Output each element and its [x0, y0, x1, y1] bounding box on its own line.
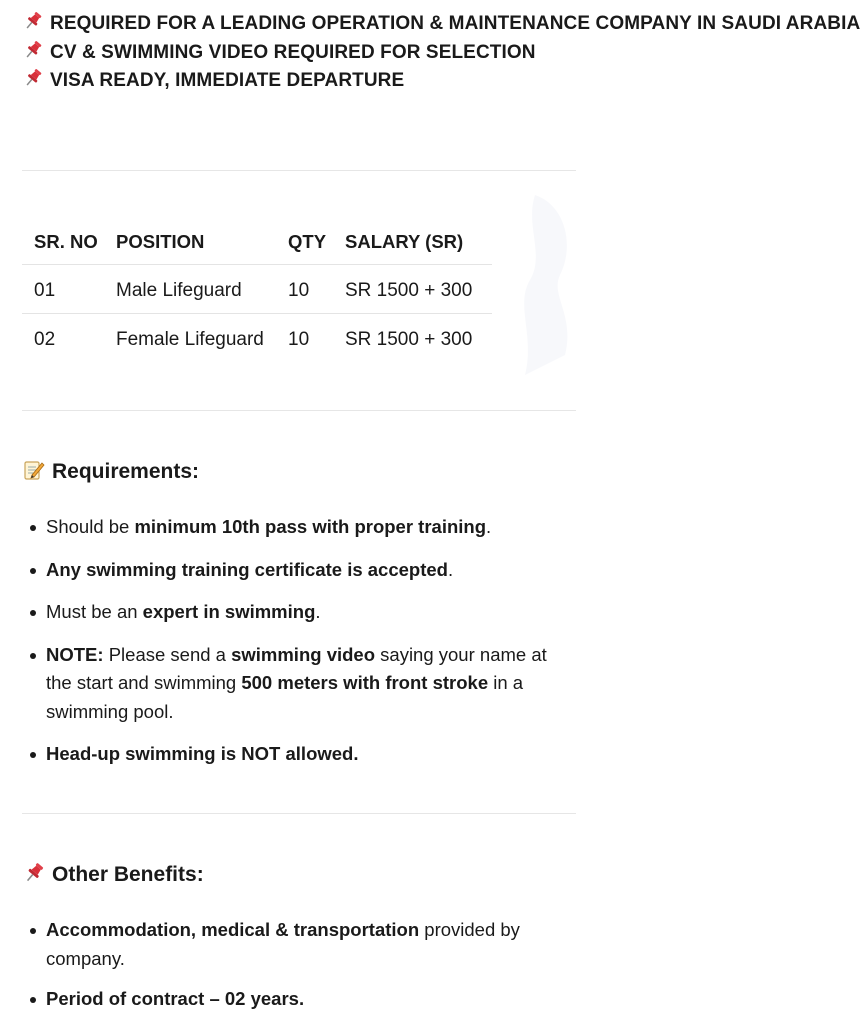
pushpin-icon: [22, 39, 44, 61]
text: .: [315, 601, 321, 622]
text: provided by company.: [46, 919, 520, 969]
text: Should be: [46, 516, 135, 537]
cell-salary: SR 1500 + 300: [345, 329, 473, 350]
benefits-title: Other Benefits:: [52, 863, 204, 886]
memo-icon: [22, 458, 46, 482]
bold-text: Head-up swimming is NOT allowed.: [46, 743, 359, 764]
text: .: [486, 516, 492, 537]
header-position: POSITION: [116, 231, 205, 252]
cell-salary: SR 1500 + 300: [345, 280, 473, 301]
table-row: [22, 314, 492, 362]
bold-text: expert in swimming: [142, 601, 316, 622]
list-item: [26, 598, 566, 627]
positions-table: [22, 216, 492, 362]
intro-block: [22, 10, 860, 96]
list-item: [26, 641, 566, 727]
requirements-title: Requirements:: [52, 460, 200, 483]
intro-text: REQUIRED FOR A LEADING OPERATION & MAINTENANCE COMPANY IN SAUDI ARABIA: [50, 13, 860, 34]
cell-qty: 10: [288, 329, 310, 350]
text: saying your name at the start and swimming: [46, 643, 547, 693]
text: Must be an: [46, 601, 143, 622]
header-salary: SALARY (SR): [345, 231, 464, 252]
cell-sr-no: 01: [34, 280, 56, 301]
list-item: [26, 513, 566, 542]
cell-position: Male Lifeguard: [116, 280, 242, 301]
divider: [22, 170, 576, 171]
text: Please send a: [103, 643, 232, 665]
bold-text: NOTE:: [46, 643, 104, 665]
intro-line-1: [22, 10, 860, 39]
bold-text: Period of contract – 02 years.: [46, 988, 305, 1009]
bold-text: 500 meters with front stroke: [241, 672, 489, 693]
pushpin-icon: [22, 861, 46, 885]
list-item: [26, 556, 566, 585]
cell-qty: 10: [288, 280, 310, 301]
intro-line-2: [22, 39, 582, 68]
header-sr-no: SR. NO: [34, 231, 98, 252]
table-header-row: [22, 216, 492, 265]
pushpin-icon: [22, 67, 44, 89]
benefits-heading: [22, 860, 204, 890]
requirements-list: [26, 513, 566, 769]
requirements-heading: [22, 457, 199, 487]
intro-text: VISA READY, IMMEDIATE DEPARTURE: [50, 70, 405, 91]
text: .: [447, 558, 454, 580]
pushpin-icon: [22, 10, 44, 32]
cell-sr-no: 02: [34, 329, 56, 350]
table-row: [22, 265, 492, 314]
list-item: [26, 985, 566, 1014]
watermark-image: [505, 185, 585, 385]
list-item: [26, 740, 566, 769]
text: in a swimming pool.: [46, 672, 524, 722]
list-item: [26, 916, 566, 973]
intro-line-3: [22, 67, 582, 96]
header-qty: QTY: [288, 231, 327, 252]
benefits-list: [26, 916, 566, 1014]
intro-text: CV & SWIMMING VIDEO REQUIRED FOR SELECTION: [50, 41, 536, 63]
bold-text: Accommodation, medical & transportation: [46, 919, 420, 940]
bold-text: Any swimming training certificate is accepted: [46, 558, 448, 580]
divider: [22, 813, 576, 814]
bold-text: swimming video: [231, 643, 376, 665]
cell-position: Female Lifeguard: [116, 329, 264, 350]
bold-text: minimum 10th pass with proper training: [134, 516, 487, 537]
divider: [22, 410, 576, 411]
